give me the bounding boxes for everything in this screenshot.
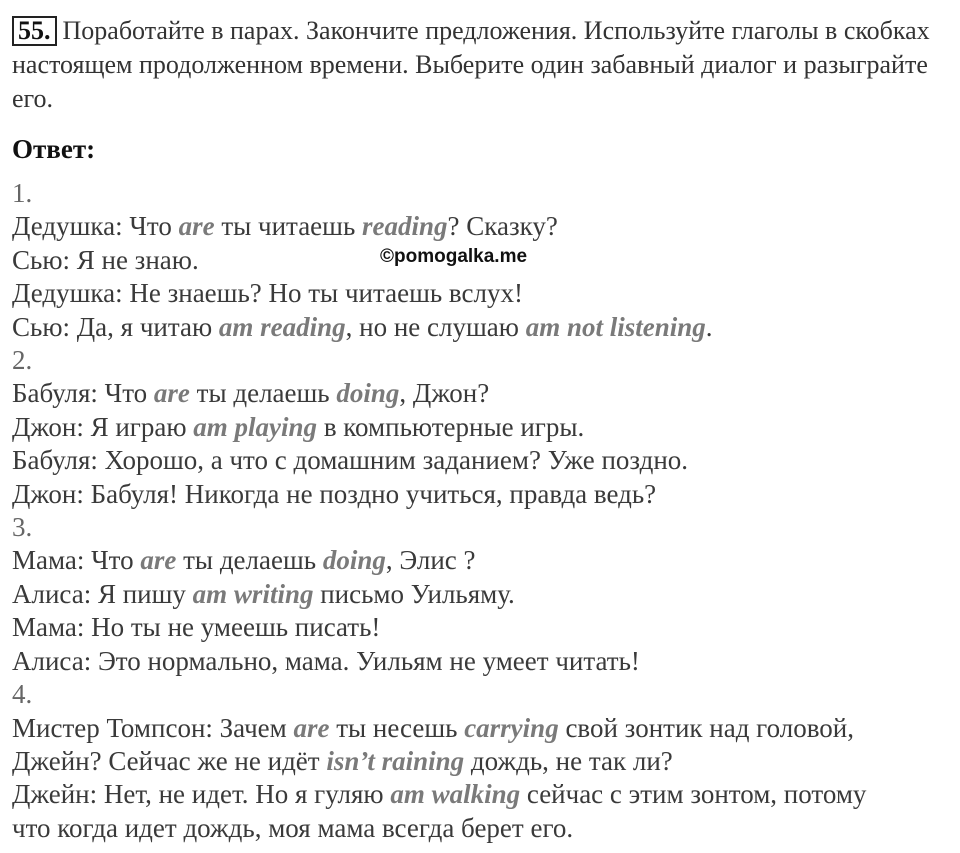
answer-verb: am playing bbox=[193, 411, 318, 442]
dialogue-line bbox=[12, 444, 957, 477]
answer-verb: reading bbox=[362, 211, 448, 242]
line-text: Джон: Я играю bbox=[12, 411, 194, 442]
answer-verb: doing bbox=[322, 545, 386, 576]
line-text: письмо Уильяму. bbox=[313, 578, 515, 609]
dialogue-number bbox=[12, 511, 957, 544]
dialogue-line bbox=[12, 745, 957, 778]
dialogue-line bbox=[12, 611, 957, 644]
line-text: ? Сказку? bbox=[447, 211, 558, 242]
line-text: Дедушка: Не знаешь? Но ты читаешь вслух! bbox=[12, 278, 523, 309]
watermark: ©pomogalka.me bbox=[380, 246, 528, 267]
line-text: Мама: Но ты не умеешь писать! bbox=[12, 612, 381, 643]
dialogue-line bbox=[12, 277, 957, 310]
dialogue-line bbox=[12, 645, 957, 678]
line-text: , но не слушаю bbox=[345, 311, 526, 342]
line-text: , Джон? bbox=[399, 378, 490, 409]
dialogue-line bbox=[12, 377, 957, 410]
line-text: Бабуля: Что bbox=[12, 378, 154, 409]
answer-verb: am writing bbox=[192, 578, 314, 609]
dialogue-line bbox=[12, 712, 957, 745]
line-text: Бабуля: Хорошо, а что с домашним заданием? Уже поздно. bbox=[12, 445, 689, 476]
dialogue-line bbox=[12, 311, 957, 344]
line-text: Алиса: Это нормально, мама. Уильям не умеет читать! bbox=[12, 645, 640, 676]
dialogue-line bbox=[12, 544, 957, 577]
line-text: ты читаешь bbox=[214, 211, 363, 242]
line-text: что когда идет дождь, моя мама всегда берет его. bbox=[12, 812, 574, 843]
line-text: Джейн? Сейчас же не идёт bbox=[12, 745, 327, 776]
line-text: Сью: Да, я читаю bbox=[12, 311, 219, 342]
answer-verb: are bbox=[140, 545, 177, 576]
answer-verb: am reading bbox=[218, 311, 346, 342]
dialogue-line bbox=[12, 812, 957, 845]
line-text: свой зонтик над головой, bbox=[558, 712, 854, 743]
answer-verb: are bbox=[178, 211, 215, 242]
answer-verb: carrying bbox=[464, 712, 559, 743]
line-text: 1. bbox=[12, 178, 33, 208]
dialogue-line bbox=[12, 244, 957, 277]
line-text: дождь, не так ли? bbox=[464, 745, 673, 776]
line-text: 3. bbox=[12, 512, 33, 543]
dialogue-line bbox=[12, 478, 957, 511]
line-text: ты несешь bbox=[329, 712, 465, 743]
line-text: Мама: Что bbox=[12, 545, 141, 576]
task-instruction bbox=[12, 14, 952, 116]
line-text: сейчас с этим зонтом, потому bbox=[520, 779, 867, 810]
answer-heading: Ответ: bbox=[12, 134, 96, 164]
line-text: Дедушка: Что bbox=[12, 211, 179, 242]
task-text: Поработайте в парах. Закончите предложения. Используйте глаголы в скобках настоящем продолженном времени. Выберите один забавный диалог и разыграйте его. bbox=[12, 16, 930, 113]
task-number: 55. bbox=[12, 16, 57, 46]
line-text: Джейн: Нет, не идет. Но я гуляю bbox=[12, 779, 391, 810]
line-text: Алиса: Я пишу bbox=[12, 578, 193, 609]
answer-dialogues bbox=[12, 177, 957, 845]
dialogue-number bbox=[12, 344, 957, 377]
line-text: ты делаешь bbox=[176, 545, 323, 576]
dialogue-line bbox=[12, 210, 957, 243]
line-text: 2. bbox=[12, 345, 33, 376]
answer-verb: are bbox=[153, 378, 190, 409]
line-text: Джон: Бабуля! Никогда не поздно учиться, правда ведь? bbox=[12, 478, 657, 509]
dialogue-line bbox=[12, 778, 957, 811]
dialogue-line bbox=[12, 578, 957, 611]
answer-verb: isn’t raining bbox=[326, 745, 465, 776]
dialogue-number bbox=[12, 678, 957, 711]
dialogue-line bbox=[12, 411, 957, 444]
line-text: , Элис ? bbox=[385, 545, 476, 576]
answer-verb: doing bbox=[336, 378, 400, 409]
dialogue-number bbox=[12, 177, 957, 210]
line-text: Мистер Томпсон: Зачем bbox=[12, 712, 294, 743]
line-text: ты делаешь bbox=[189, 378, 337, 409]
line-text: Сью: Я не знаю. bbox=[12, 244, 199, 275]
line-text: в компьютерные игры. bbox=[317, 411, 585, 442]
answer-verb: are bbox=[293, 712, 330, 743]
answer-verb: am not listening bbox=[525, 311, 706, 342]
line-text: . bbox=[705, 311, 713, 342]
line-text: 4. bbox=[12, 679, 33, 710]
answer-verb: am walking bbox=[390, 779, 521, 810]
